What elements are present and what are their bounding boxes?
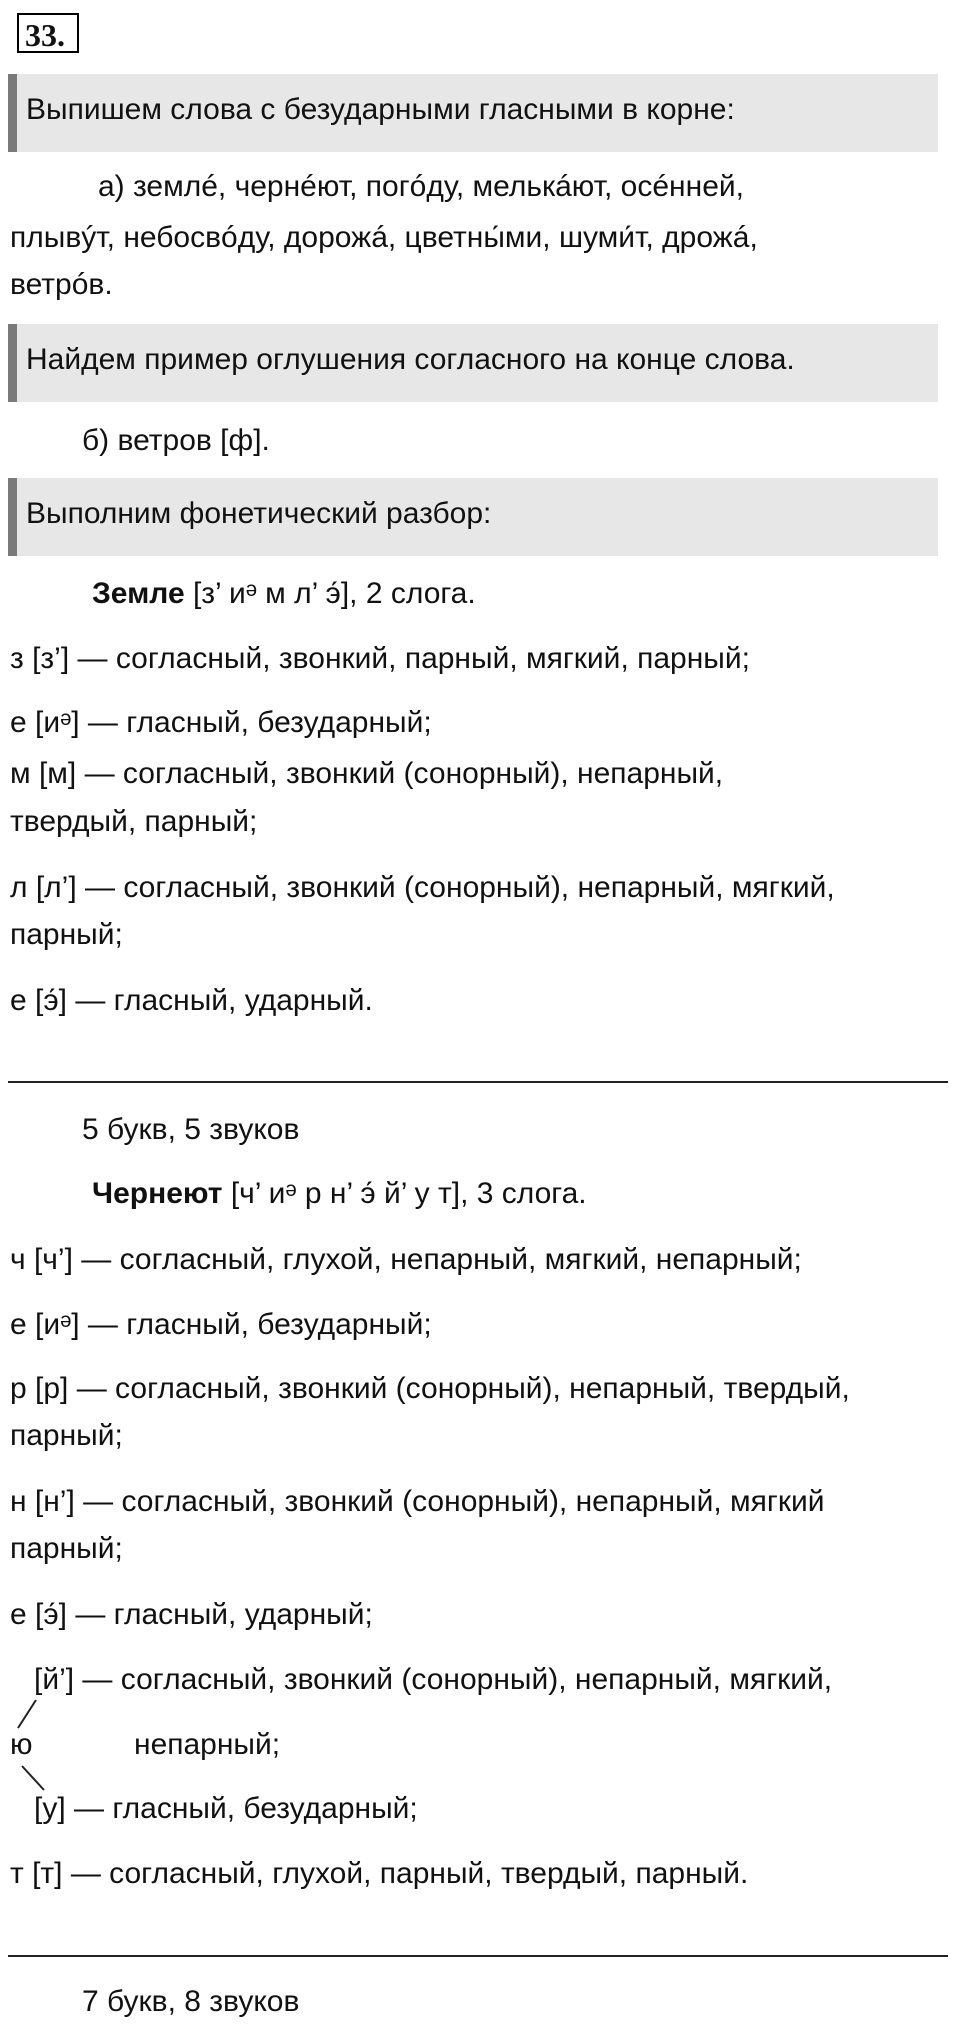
- word1-line: е [э́] — гласный, ударный.: [10, 984, 373, 1017]
- word2-transcription: [ч’ иᵊ р н’ э́ й’ у т], 3 слога.: [230, 1177, 587, 1210]
- word2-line: т [т] — согласный, глухой, парный, твердый, парный.: [10, 1857, 749, 1890]
- exercise-number: 33.: [17, 13, 79, 53]
- word1-transcription: [з’ иᵊ м л’ э́], 2 слога.: [192, 577, 476, 610]
- word2-line: е [иᵊ] — гласный, безударный;: [10, 1308, 432, 1341]
- word2-name: Чернеют: [92, 1177, 223, 1210]
- word2-line: е [э́] — гласный, ударный;: [10, 1598, 373, 1631]
- word1-line: м [м] — согласный, звонкий (сонорный), непарный,: [10, 757, 724, 790]
- word2-line: парный;: [10, 1419, 123, 1452]
- answer-a-line1: а) землé, чернéют, погóду, мелькáют, осéнней,: [98, 170, 744, 203]
- branch-line-up: [18, 1700, 36, 1728]
- branch-line-down: [22, 1766, 44, 1790]
- answer-a-line3: ветрóв.: [10, 268, 113, 301]
- word1-line: л [л’] — согласный, звонкий (сонорный), непарный, мягкий,: [10, 871, 835, 904]
- word2-line: ч [ч’] — согласный, глухой, непарный, мягкий, непарный;: [10, 1243, 802, 1276]
- word2-line: р [р] — согласный, звонкий (сонорный), непарный, твердый,: [10, 1372, 850, 1405]
- word2-line: н [н’] — согласный, звонкий (сонорный), непарный, мягкий: [10, 1485, 825, 1518]
- word1-line: твердый, парный;: [10, 805, 258, 838]
- word1-summary: 5 букв, 5 звуков: [82, 1113, 300, 1146]
- word2-line: парный;: [10, 1532, 123, 1565]
- task-heading: Выполним фонетический разбор:: [26, 497, 492, 530]
- word1-name: Земле: [92, 577, 185, 610]
- task-heading: Выпишем слова с безударными гласными в корне:: [26, 93, 735, 126]
- word1-line: парный;: [10, 918, 123, 951]
- word1-line: з [з’] — согласный, звонкий, парный, мягкий, парный;: [10, 642, 750, 675]
- word2-line: непарный;: [134, 1728, 281, 1761]
- word2-line: [й’] — согласный, звонкий (сонорный), непарный, мягкий,: [34, 1663, 833, 1696]
- task-heading: Найдем пример оглушения согласного на конце слова.: [26, 343, 795, 376]
- word1-line: е [иᵊ] — гласный, безударный;: [10, 706, 432, 739]
- word2-summary: 7 букв, 8 звуков: [82, 1985, 300, 2018]
- answer-a-line2: плывýт, небосвóду, дорожá, цветны́ми, шуми́т, дрожá,: [10, 221, 758, 254]
- word2-line: ю: [10, 1728, 33, 1761]
- answer-b: б) ветров [ф].: [82, 424, 270, 457]
- word2-line: [у] — гласный, безударный;: [34, 1792, 418, 1825]
- divider: [8, 1955, 948, 1957]
